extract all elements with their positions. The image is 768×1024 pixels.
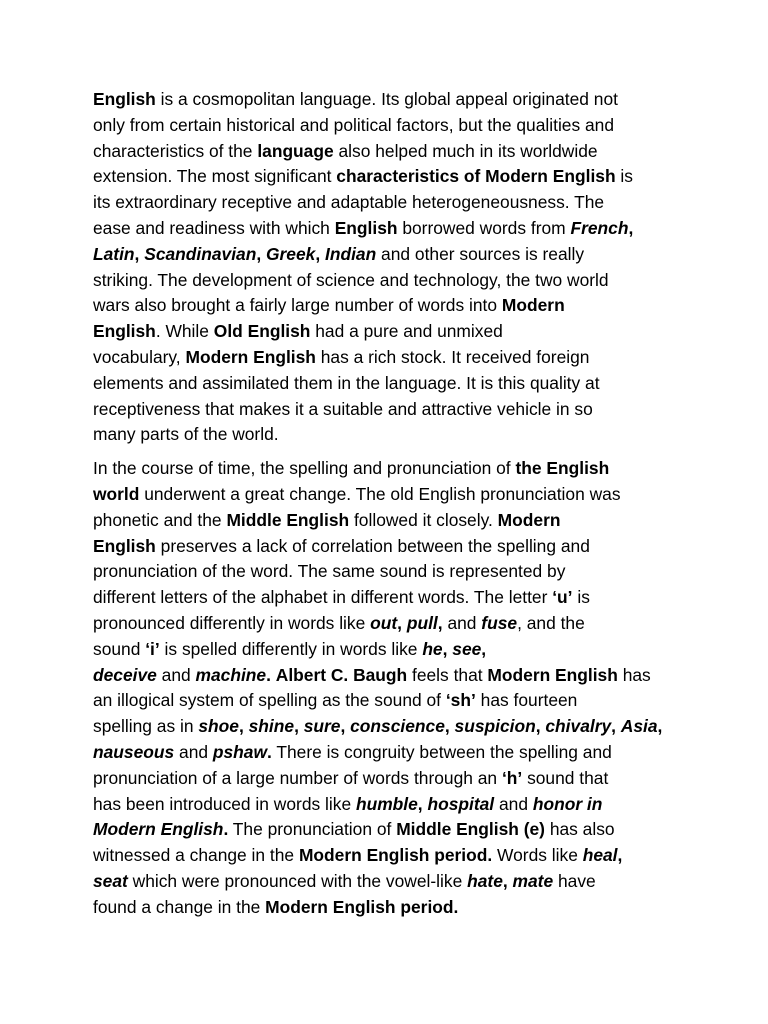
bold-italic-text-run: nauseous	[93, 741, 175, 762]
bold-text-run: Modern English period.	[298, 845, 493, 866]
bold-text-run: ,	[481, 638, 487, 659]
bold-text-run: Albert C. Baugh	[275, 664, 408, 685]
text-run: borrowed words from	[397, 217, 571, 238]
bold-text-run: ,	[256, 243, 267, 264]
text-run: phonetic and the	[93, 509, 227, 530]
bold-text-run: ,	[294, 716, 304, 737]
bold-italic-text-run: pshaw	[212, 741, 267, 762]
bold-text-run: .	[267, 741, 272, 762]
text-run: has fourteen	[475, 690, 578, 711]
text-line	[93, 714, 683, 740]
text-run: pronunciation of a large number of words through an	[93, 767, 502, 788]
bold-italic-text-run: Indian	[325, 243, 377, 264]
bold-italic-text-run: Asia	[620, 716, 658, 737]
bold-text-run: ,	[617, 845, 623, 866]
bold-text-run: ,	[628, 217, 634, 238]
bold-italic-text-run: shine	[248, 716, 295, 737]
text-run: has been introduced in words like	[93, 793, 356, 814]
text-run: There is congruity between the spelling and	[271, 741, 612, 762]
document-page	[93, 87, 683, 921]
bold-italic-text-run: Modern English	[93, 819, 224, 840]
text-line	[93, 534, 683, 560]
text-run: and other sources is really	[376, 243, 585, 264]
text-run: is spelled differently in words like	[159, 638, 423, 659]
text-run: pronunciation of the word. The same sound is represented by	[93, 561, 566, 582]
bold-italic-text-run: seat	[93, 870, 128, 891]
document-body	[93, 87, 683, 921]
text-run: striking. The development of science and technology, the two world	[93, 269, 609, 290]
text-line	[93, 456, 683, 482]
bold-text-run: ‘i’	[145, 638, 160, 659]
text-run: also helped much in its worldwide	[333, 140, 598, 161]
bold-text-run: world	[93, 483, 140, 504]
text-line	[93, 817, 683, 843]
bold-text-run: ‘u’	[552, 587, 573, 608]
bold-italic-text-run: hate	[467, 870, 503, 891]
text-line	[93, 319, 683, 345]
bold-italic-text-run: sure	[303, 716, 341, 737]
text-run: , and the	[517, 612, 585, 633]
bold-text-run: ,	[134, 243, 145, 264]
text-line	[93, 869, 683, 895]
text-run: have	[553, 870, 596, 891]
text-run: found a change in the	[93, 896, 266, 917]
text-line	[93, 611, 683, 637]
bold-text-run: English	[93, 535, 156, 556]
bold-italic-text-run: he	[422, 638, 443, 659]
text-line	[93, 268, 683, 294]
text-run: underwent a great change. The old English pronunciation was	[139, 483, 621, 504]
text-line	[93, 293, 683, 319]
bold-text-run: Modern	[497, 509, 561, 530]
bold-italic-text-run: heal	[582, 845, 618, 866]
text-line	[93, 740, 683, 766]
text-run: different letters of the alphabet in different words. The letter	[93, 587, 553, 608]
paragraph-2	[93, 456, 683, 920]
text-run: has	[617, 664, 651, 685]
bold-text-run: ,	[442, 638, 453, 659]
bold-italic-text-run: shoe	[198, 716, 239, 737]
bold-text-run: Middle English	[226, 509, 350, 530]
text-line	[93, 585, 683, 611]
text-run: . While	[155, 321, 214, 342]
bold-text-run: ‘h’	[501, 767, 523, 788]
text-run: only from certain historical and political factors, but the qualities and	[93, 114, 615, 135]
text-run: has also	[544, 819, 615, 840]
bold-text-run: Modern English	[487, 664, 618, 685]
text-line	[93, 345, 683, 371]
bold-text-run: ,	[502, 870, 513, 891]
text-run: is	[615, 166, 633, 187]
text-run: is a cosmopolitan language. Its global appeal originated not	[155, 89, 618, 109]
text-run: sound that	[522, 767, 609, 788]
bold-text-run: English	[93, 89, 156, 109]
text-run: pronounced differently in words like	[93, 612, 371, 633]
bold-text-run: Old English	[213, 321, 311, 342]
bold-italic-text-run: mate	[512, 870, 554, 891]
text-line	[93, 792, 683, 818]
text-line	[93, 663, 683, 689]
text-run: followed it closely.	[349, 509, 498, 530]
bold-text-run: ,	[535, 716, 546, 737]
bold-text-run: English	[334, 217, 398, 238]
text-run: receptiveness that makes it a suitable and attractive vehicle in so	[93, 398, 593, 419]
text-run: many parts of the world.	[93, 424, 279, 445]
text-run: spelling as in	[93, 716, 199, 737]
bold-italic-text-run: see	[452, 638, 482, 659]
bold-italic-text-run: chivalry	[545, 716, 612, 737]
text-run: an illogical system of spelling as the sound of	[93, 690, 446, 711]
text-run: extension. The most significant	[93, 166, 337, 187]
bold-italic-text-run: pull	[406, 612, 438, 633]
text-run: has a rich stock. It received foreign	[315, 346, 590, 367]
bold-text-run: language	[257, 140, 334, 161]
text-line	[93, 422, 683, 448]
bold-italic-text-run: conscience	[350, 716, 445, 737]
bold-text-run: ,	[611, 716, 621, 737]
bold-italic-text-run: honor in	[532, 793, 603, 814]
text-run: feels that	[407, 664, 488, 685]
bold-text-run: Modern English	[185, 346, 316, 367]
text-run: Words like	[492, 845, 583, 866]
bold-text-run: Middle English (e)	[396, 819, 545, 840]
bold-text-run: Modern English period.	[265, 896, 459, 917]
bold-text-run: ,	[657, 716, 663, 737]
text-run: In the course of time, the spelling and pronunciation of	[93, 458, 516, 479]
text-line	[93, 216, 683, 242]
paragraph-1	[93, 87, 683, 448]
text-line	[93, 637, 683, 663]
bold-italic-text-run: hospital	[427, 793, 495, 814]
bold-text-run: ,	[340, 716, 351, 737]
bold-text-run: ,	[397, 612, 407, 633]
text-line	[93, 895, 683, 921]
text-run: witnessed a change in the	[93, 845, 299, 866]
text-run: characteristics of the	[93, 140, 258, 161]
text-line	[93, 371, 683, 397]
text-run: and	[442, 612, 482, 633]
text-line	[93, 164, 683, 190]
bold-italic-text-run: humble	[355, 793, 418, 814]
text-line	[93, 113, 683, 139]
text-line	[93, 139, 683, 165]
bold-italic-text-run: Scandinavian	[144, 243, 257, 264]
text-line	[93, 482, 683, 508]
text-run: The pronunciation of	[228, 819, 397, 840]
text-run: ease and readiness with which	[93, 217, 335, 238]
text-line	[93, 508, 683, 534]
bold-text-run: .	[266, 664, 271, 685]
text-run: had a pure and unmixed	[310, 321, 503, 342]
bold-text-run: Modern	[501, 295, 565, 316]
text-run: elements and assimilated them in the language. It is this quality at	[93, 372, 600, 393]
bold-text-run: ,	[437, 612, 443, 633]
bold-italic-text-run: French	[570, 217, 629, 238]
text-run: wars also brought a fairly large number of words into	[93, 295, 502, 316]
text-run: preserves a lack of correlation between the spelling and	[155, 535, 590, 556]
text-run: and	[156, 664, 196, 685]
bold-text-run: ,	[444, 716, 455, 737]
text-line	[93, 242, 683, 268]
bold-italic-text-run: machine	[195, 664, 267, 685]
bold-text-run: ‘sh’	[445, 690, 476, 711]
text-run: its extraordinary receptive and adaptable heterogeneousness. The	[93, 192, 605, 213]
bold-text-run: .	[223, 819, 229, 840]
text-line	[93, 766, 683, 792]
text-run: and	[174, 741, 213, 762]
bold-italic-text-run: deceive	[93, 664, 157, 685]
text-line	[93, 397, 683, 423]
text-line	[93, 87, 683, 113]
bold-italic-text-run: Greek	[266, 243, 316, 264]
text-run: sound	[93, 638, 146, 659]
bold-text-run: ,	[315, 243, 325, 264]
bold-italic-text-run: suspicion	[454, 716, 536, 737]
bold-text-run: ,	[417, 793, 428, 814]
text-run: which were pronounced with the vowel-like	[127, 870, 468, 891]
bold-text-run: the English	[515, 458, 610, 479]
text-line	[93, 559, 683, 585]
text-run: vocabulary,	[93, 346, 186, 367]
bold-text-run: ,	[238, 716, 249, 737]
bold-text-run: characteristics of Modern English	[336, 166, 616, 187]
bold-italic-text-run: fuse	[481, 612, 518, 633]
text-run: and	[494, 793, 533, 814]
text-line	[93, 688, 683, 714]
bold-italic-text-run: out	[370, 612, 398, 633]
bold-text-run: English	[93, 321, 156, 342]
text-line	[93, 190, 683, 216]
text-run: is	[572, 587, 590, 608]
bold-italic-text-run: Latin	[93, 243, 135, 264]
text-line	[93, 843, 683, 869]
